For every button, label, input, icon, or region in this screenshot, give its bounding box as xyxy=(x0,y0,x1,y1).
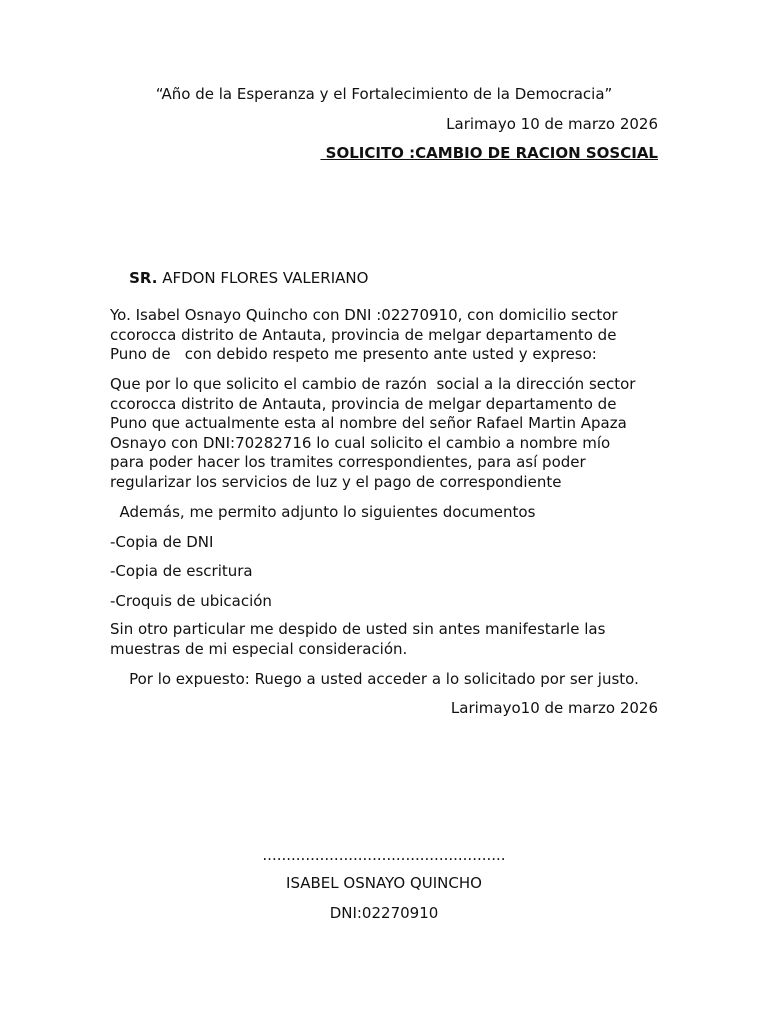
closing-line: muestras de mi especial consideración. xyxy=(110,639,408,658)
intro-line: ccorocca distrito de Antauta, provincia de melgar departamento de xyxy=(110,325,617,344)
request-line: Que por lo que solicito el cambio de razón social a la dirección sector xyxy=(110,375,636,393)
attachment-item: -Copia de escritura xyxy=(110,562,253,580)
addressee-prefix: SR. xyxy=(129,269,158,287)
attachment-item: -Copia de DNI xyxy=(110,533,214,551)
signer-name: ISABEL OSNAYO QUINCHO xyxy=(286,874,482,892)
signer-dni: DNI:02270910 xyxy=(329,904,439,922)
request-line: regularizar los servicios de luz y el pago de correspondiente xyxy=(110,472,562,491)
request-line: ccorocca distrito de Antauta, provincia de melgar departamento de xyxy=(110,394,617,413)
request-paragraph xyxy=(110,375,670,493)
intro-line: Yo. Isabel Osnayo Quincho con DNI :02270910, con domicilio sector xyxy=(110,306,618,324)
year-motto: “Año de la Esperanza y el Fortalecimiento de la Democracia” xyxy=(155,85,613,103)
intro-paragraph xyxy=(110,306,670,365)
attachment-item: -Croquis de ubicación xyxy=(110,592,272,610)
addressee xyxy=(110,248,368,308)
date-bottom: Larimayo10 de marzo 2026 xyxy=(450,699,658,717)
request-line: Puno que actualmente esta al nombre del señor Rafael Martin Apaza xyxy=(110,414,627,433)
signature-line: ................................................... xyxy=(262,846,506,864)
request-line: Osnayo con DNI:70282716 lo cual solicito el cambio a nombre mío xyxy=(110,433,611,452)
attachments-intro: Además, me permito adjunto lo siguientes documentos xyxy=(110,503,536,521)
closing-paragraph xyxy=(110,620,670,659)
addressee-name: AFDON FLORES VALERIANO xyxy=(157,269,369,287)
request-line: para poder hacer los tramites correspondientes, para así poder xyxy=(110,453,586,472)
date-top: Larimayo 10 de marzo 2026 xyxy=(446,115,658,133)
closing-line: Sin otro particular me despido de usted sin antes manifestarle las xyxy=(110,620,606,638)
petition-line: Por lo expuesto: Ruego a usted acceder a lo solicitado por ser justo. xyxy=(110,670,639,688)
intro-line: Puno de con debido respeto me presento ante usted y expreso: xyxy=(110,345,597,364)
subject-line: SOLICITO :CAMBIO DE RACION SOSCIAL xyxy=(320,144,658,162)
